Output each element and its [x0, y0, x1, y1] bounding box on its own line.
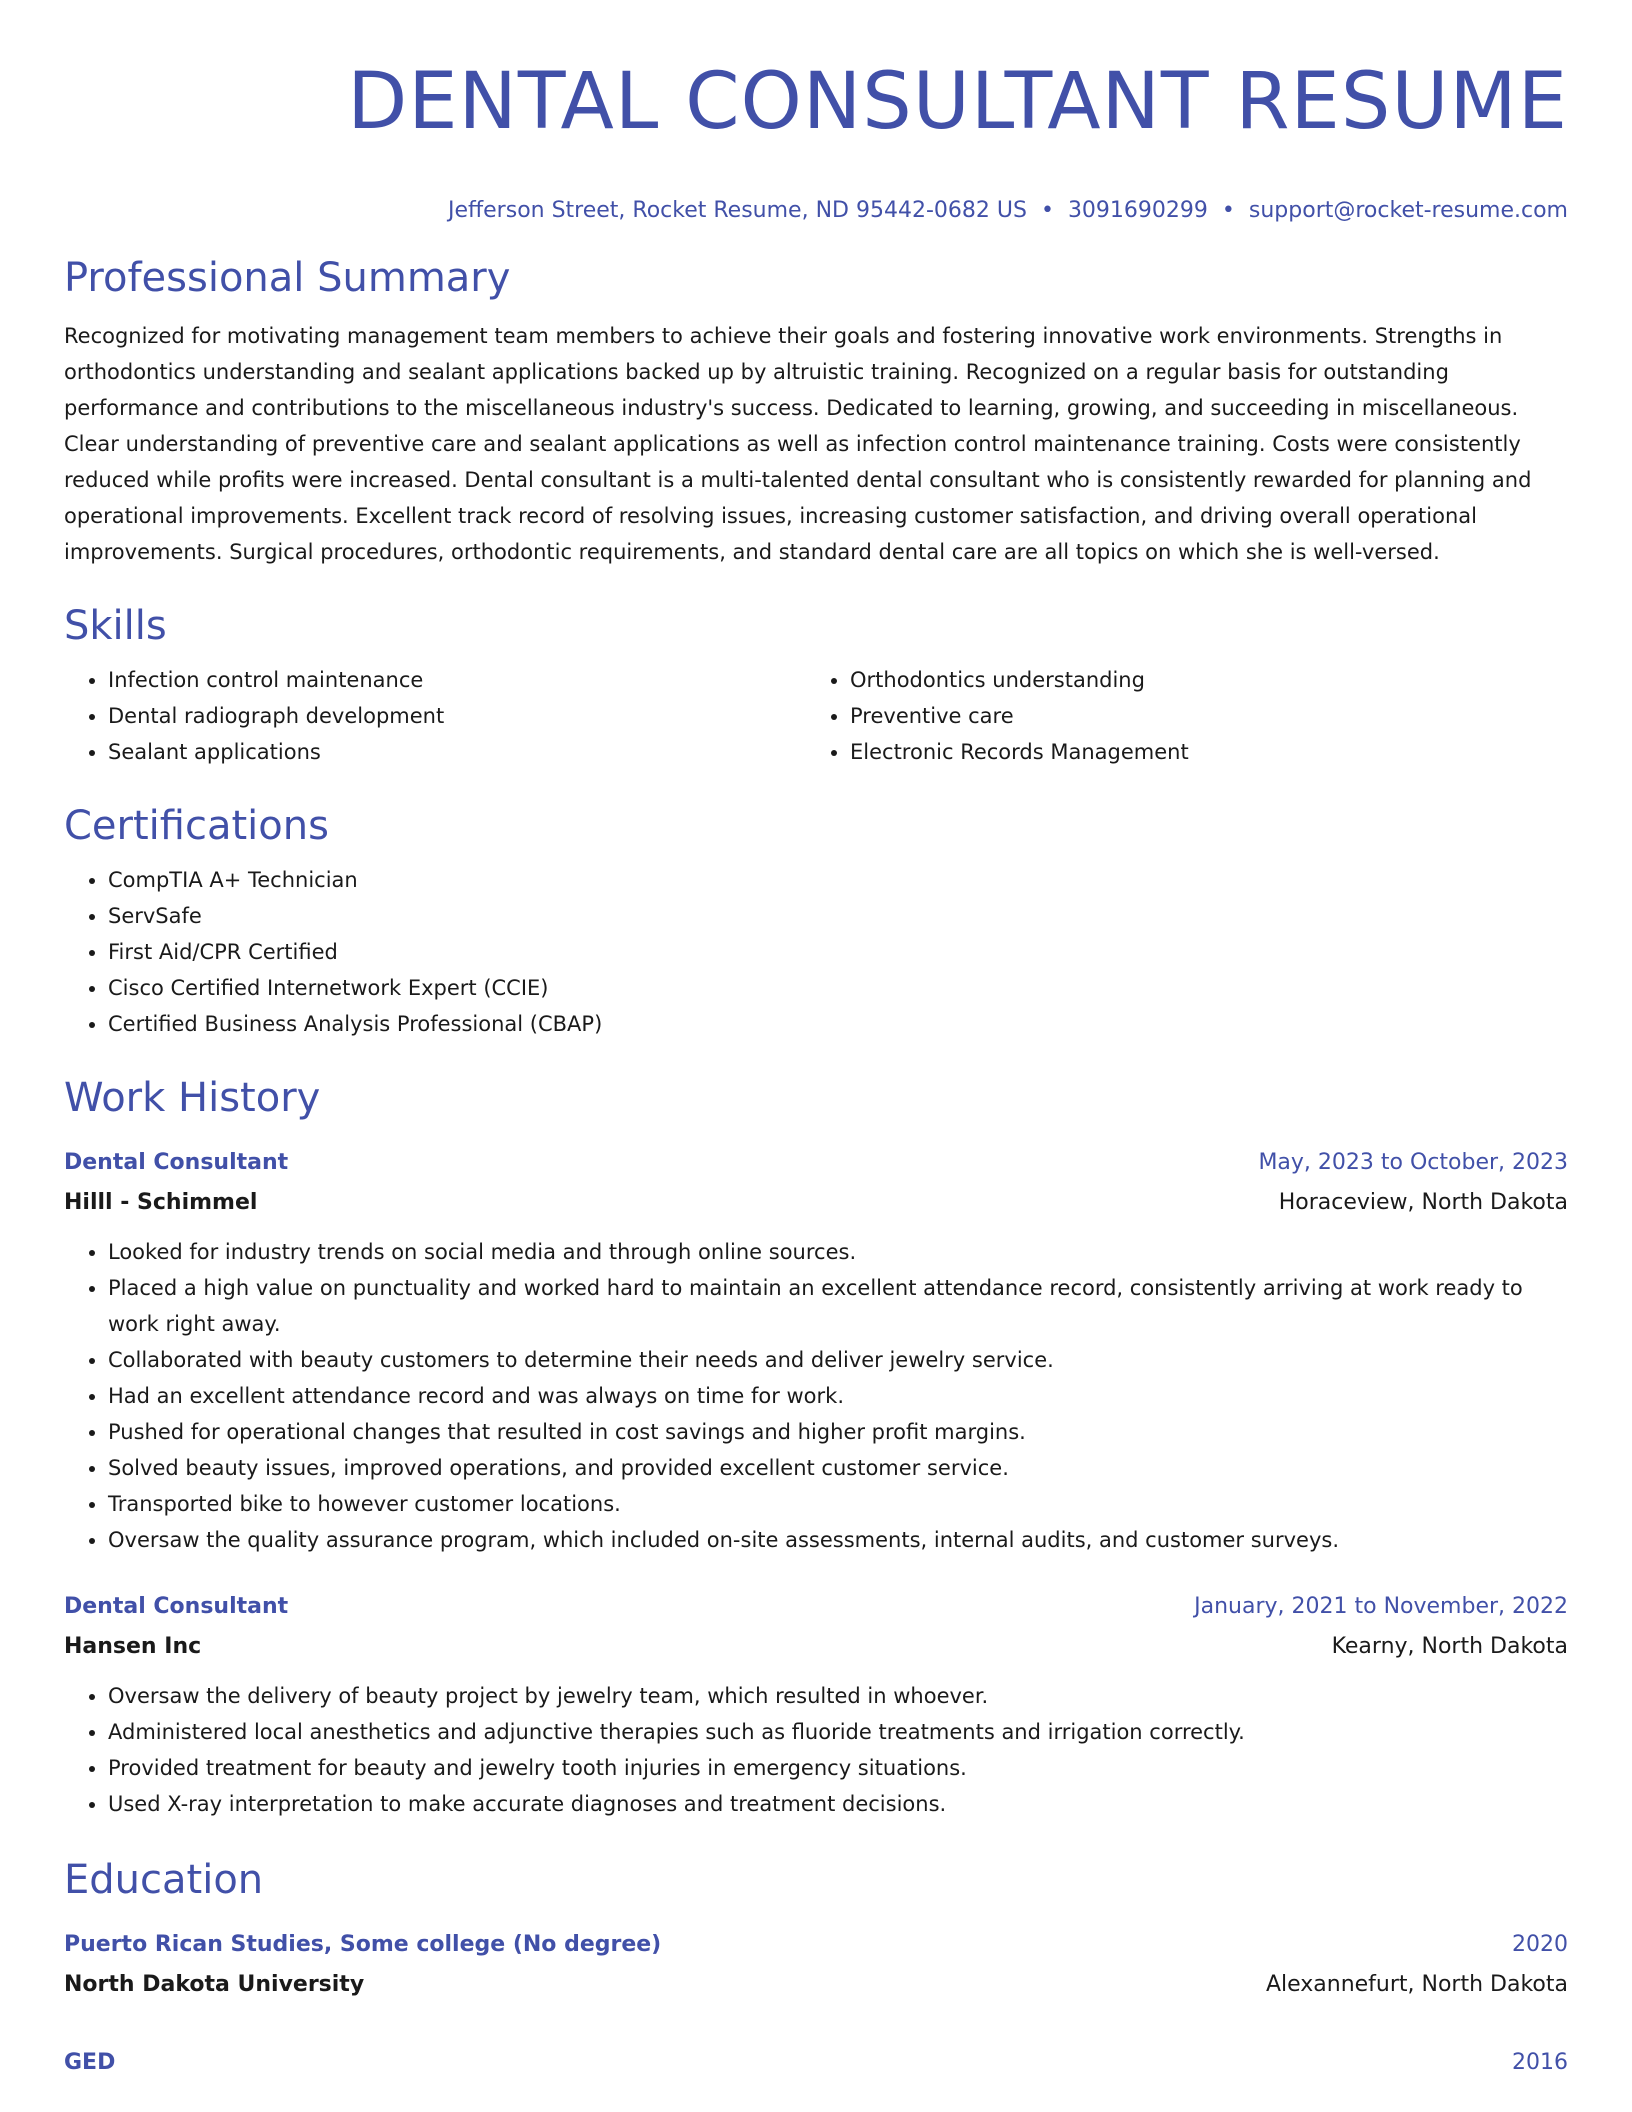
education-degree-row [64, 2048, 1568, 2078]
job-location: Kearny, North Dakota [1331, 1634, 1568, 1659]
job-entry [64, 1148, 1568, 1558]
job-duty: • Placed a high value on punctuality and worked hard to maintain an excellent attendance record, consistently arriving at work ready to work right away. [108, 1270, 1568, 1342]
education-location: Alexannefurt, North Dakota [1265, 1972, 1568, 1997]
contact-separator: • [1040, 198, 1054, 223]
job-title-row [64, 1592, 1568, 1622]
job-employer-row [64, 1632, 1568, 1662]
job-duty: • Oversaw the delivery of beauty project by jewelry team, which resulted in whoever. [108, 1678, 1568, 1714]
job-duty: • Administered local anesthetics and adjunctive therapies such as fluoride treatments and irrigation correctly. [108, 1714, 1568, 1750]
job-employer-row [64, 1188, 1568, 1218]
contact-separator: • [1221, 198, 1235, 223]
job-location: Horaceview, North Dakota [1278, 1190, 1568, 1215]
education-degree-row [64, 1930, 1568, 1960]
job-duty: • Pushed for operational changes that resulted in cost savings and higher profit margins. [108, 1414, 1568, 1450]
skill-item: • Sealant applications [108, 734, 806, 770]
job-role: Dental Consultant [64, 1150, 289, 1175]
job-employer: Hansen Inc [64, 1634, 202, 1659]
summary-section [64, 252, 1568, 570]
job-role: Dental Consultant [64, 1594, 289, 1619]
education-year: 2020 [1512, 1932, 1568, 1957]
certification-item: • Certified Business Analysis Professional (CBAP) [108, 1006, 1568, 1042]
certification-item: • CompTIA A+ Technician [108, 862, 1568, 898]
resume-title: DENTAL CONSULTANT RESUME [347, 57, 1568, 147]
certification-item: • Cisco Certified Internetwork Expert (CCIE) [108, 970, 1568, 1006]
job-entry [64, 1592, 1568, 1822]
job-duty: • Oversaw the quality assurance program, which included on-site assessments, internal audits, and customer surveys. [108, 1522, 1568, 1558]
skill-item: • Electronic Records Management [850, 734, 1568, 770]
education-year: 2016 [1512, 2050, 1568, 2075]
education-degree: GED [64, 2050, 116, 2075]
job-duty: • Solved beauty issues, improved operations, and provided excellent customer service. [108, 1450, 1568, 1486]
job-duties-list [64, 1678, 1568, 1822]
job-dates: May, 2023 to October, 2023 [1258, 1150, 1568, 1175]
certification-item: • ServSafe [108, 898, 1568, 934]
job-duty: • Used X-ray interpretation to make accurate diagnoses and treatment decisions. [108, 1786, 1568, 1822]
resume-header [64, 0, 1568, 226]
skills-list-left [64, 662, 806, 770]
certifications-list [64, 862, 1568, 1042]
education-heading: Education [64, 1857, 264, 1903]
job-duty: • Had an excellent attendance record and was always on time for work. [108, 1378, 1568, 1414]
education-school-row [64, 1970, 1568, 2000]
summary-text: Recognized for motivating management team members to achieve their goals and fostering innovative work environments. Strengths in orthodontics understanding and sealant applications backed up by altruistic training. Recognized on a regular basis for outstanding performance and contributions to the miscellaneous industry's success. Dedicated to learning, growing, and succeeding in miscellaneous. Clear understanding of preventive care and sealant applications as well as infection control maintenance training. Costs were consistently reduced while profits were increased. Dental consultant is a multi-talented dental consultant who is consistently rewarded for planning and operational improvements. Excellent track record of resolving issues, increasing customer satisfaction, and driving overall operational improvements. Surgical procedures, orthodontic requirements, and standard dental care are all topics on which she is well-versed. [64, 324, 1532, 564]
skills-list-right [806, 662, 1568, 770]
skill-item: • Dental radiograph development [108, 698, 806, 734]
skills-heading: Skills [64, 603, 167, 649]
summary-heading: Professional Summary [64, 255, 511, 301]
education-entry [64, 1930, 1568, 2000]
work-history-heading: Work History [64, 1075, 321, 1121]
contact-address: Jefferson Street, Rocket Resume, ND 95442-0682 US [447, 198, 1027, 223]
job-duty: • Transported bike to however customer locations. [108, 1486, 1568, 1522]
job-employer: Hilll - Schimmel [64, 1190, 258, 1215]
skills-section [64, 600, 1568, 770]
contact-line [64, 196, 1568, 226]
certifications-heading: Certifications [64, 803, 329, 849]
skill-item: • Infection control maintenance [108, 662, 806, 698]
skills-grid [64, 652, 1568, 770]
job-dates: January, 2021 to November, 2022 [1194, 1594, 1568, 1619]
education-section [64, 1854, 1568, 2078]
education-degree: Puerto Rican Studies, Some college (No degree) [64, 1932, 662, 1957]
job-duty: • Looked for industry trends on social media and through online sources. [108, 1234, 1568, 1270]
certifications-section [64, 800, 1568, 1042]
skill-item: • Orthodontics understanding [850, 662, 1568, 698]
job-duty: • Provided treatment for beauty and jewelry tooth injuries in emergency situations. [108, 1750, 1568, 1786]
education-entry [64, 2048, 1568, 2078]
education-school: North Dakota University [64, 1972, 365, 1997]
job-duties-list [64, 1234, 1568, 1558]
contact-phone: 3091690299 [1067, 198, 1208, 223]
job-duty: • Collaborated with beauty customers to determine their needs and deliver jewelry service. [108, 1342, 1568, 1378]
job-title-row [64, 1148, 1568, 1178]
skill-item: • Preventive care [850, 698, 1568, 734]
certification-item: • First Aid/CPR Certified [108, 934, 1568, 970]
contact-email[interactable]: support@rocket-resume.com [1248, 198, 1568, 223]
work-history-section [64, 1072, 1568, 1822]
